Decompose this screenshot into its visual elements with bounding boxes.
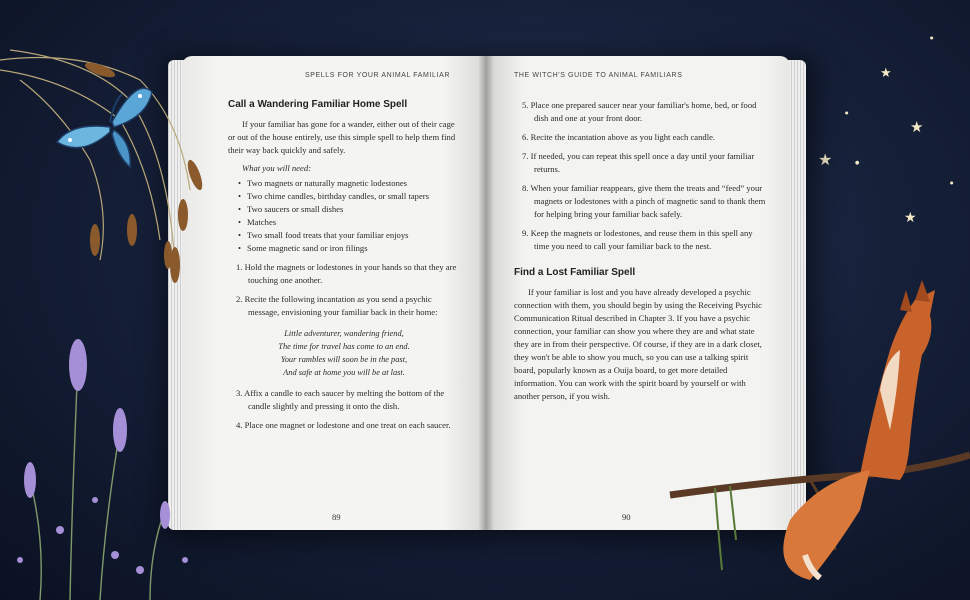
left-page-number: 89 (332, 512, 341, 522)
steps-list-right (514, 99, 766, 253)
book-gutter (478, 56, 494, 530)
star-icon: ★ (904, 210, 917, 226)
step-item: 5. Place one prepared saucer near your familiar's home, bed, or food dish and one at your front door. (522, 100, 757, 123)
step-item: 3. Affix a candle to each saucer by melting the bottom of the candle slightly and pressing it onto the dish. (236, 388, 445, 411)
star-icon: ● (845, 110, 849, 115)
step-item: 7. If needed, you can repeat this spell once a day until your familiar returns. (522, 151, 755, 174)
material-item: • Matches (238, 216, 460, 229)
step-item: 8. When your familiar reappears, give them the treats and “feed” your magnets or lodestones with a pinch of magnetic sand to thank them for helping bring your familiar back safely. (522, 183, 766, 219)
right-spell-title: Find a Lost Familiar Spell (514, 267, 636, 278)
materials-list (228, 177, 460, 255)
left-page (182, 56, 486, 530)
left-running-head: SPELLS FOR YOUR ANIMAL FAMILIAR (304, 72, 450, 79)
step-item: 2. Recite the following incantation as you send a psychic message, envisioning your familiar back in their home: (236, 294, 438, 317)
star-icon: ● (950, 180, 954, 185)
left-intro: If your familiar has gone for a wander, either out of their cage or out of the house entirely, use this simple spell to help them find their way back quickly and safely. (228, 119, 456, 155)
material-item: • Some magnetic sand or iron filings (238, 242, 460, 255)
fox-on-branch-illustration (660, 280, 970, 580)
step-item: 4. Place one magnet or lodestone and one treat on each saucer. (236, 420, 451, 430)
right-running-head: THE WITCH'S GUIDE TO ANIMAL FAMILIARS (514, 72, 683, 79)
step-item: 1. Hold the magnets or lodestones in your hands so that they are touching one another. (236, 262, 457, 285)
right-page-number: 90 (622, 512, 631, 522)
incantation-line: The time for travel has come to an end. (278, 342, 410, 351)
butterfly-illustration (52, 72, 162, 172)
material-item: • Two magnets or naturally magnetic lodestones (238, 177, 460, 190)
incantation-line: Little adventurer, wandering friend, (284, 329, 404, 338)
incantation-line: And safe at home you will be at last. (283, 368, 405, 377)
incantation (228, 327, 460, 379)
step-item: 6. Recite the incantation above as you light each candle. (522, 132, 716, 142)
star-icon: ● (930, 35, 934, 40)
steps-list-left-continued (228, 387, 460, 432)
step-item: 9. Keep the magnets or lodestones, and reuse them in this spell any time you need to call your familiar back to the nest. (522, 228, 753, 251)
star-icon: ★ (818, 150, 833, 169)
left-spell-title: Call a Wandering Familiar Home Spell (228, 99, 408, 110)
star-icon: ★ (910, 118, 924, 136)
incantation-line: Your rambles will soon be in the past, (280, 355, 408, 364)
steps-list-left (228, 261, 460, 319)
star-icon: ● (855, 160, 860, 166)
material-item: • Two chime candles, birthday candles, or small tapers (238, 190, 460, 203)
lavender-illustration (0, 320, 210, 600)
need-label: What you will need: (242, 163, 311, 173)
right-body: If your familiar is lost and you have already developed a psychic connection with them, you should begin by using the Receiving Psychic Communication Ritual described in Chapter 3. If you have a psychic connection, your familiar can show you where they are and what state they are in from their perspective. Of course, if they are in a dark closet, they won't be able to show you much, so you can use a talking spirit board, popularly known as a Ouija board, to get more detailed information. You can work with the spirit board by yourself or with another person, if you wish. (514, 287, 762, 401)
star-icon: ★ (880, 66, 892, 81)
material-item: • Two saucers or small dishes (238, 203, 460, 216)
material-item: • Two small food treats that your familiar enjoys (238, 229, 460, 242)
